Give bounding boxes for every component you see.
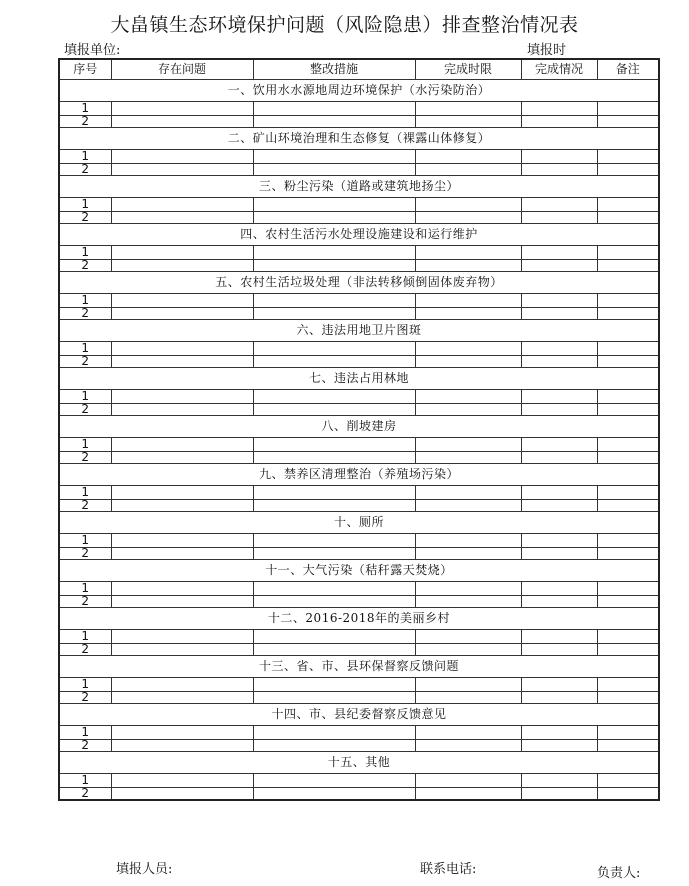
- measures-cell[interactable]: [253, 486, 415, 500]
- row-number: 1: [59, 102, 111, 116]
- issue-cell[interactable]: [111, 260, 253, 272]
- table-row: [59, 548, 659, 560]
- section-row: [59, 512, 659, 534]
- measures-cell[interactable]: [253, 438, 415, 452]
- measures-cell[interactable]: [253, 116, 415, 128]
- deadline-cell[interactable]: [415, 692, 521, 704]
- remarks-cell[interactable]: [597, 164, 659, 176]
- measures-cell[interactable]: [253, 404, 415, 416]
- measures-cell[interactable]: [253, 198, 415, 212]
- deadline-cell[interactable]: [415, 486, 521, 500]
- section-row: [59, 320, 659, 342]
- deadline-cell[interactable]: [415, 116, 521, 128]
- status-cell[interactable]: [521, 500, 597, 512]
- row-number: 1: [59, 390, 111, 404]
- phone-label: 联系电话:: [420, 862, 477, 877]
- row-number: 1: [59, 246, 111, 260]
- deadline-cell[interactable]: [415, 212, 521, 224]
- status-cell[interactable]: [521, 774, 597, 788]
- measures-cell[interactable]: [253, 260, 415, 272]
- column-header-issue: 存在问题: [111, 59, 253, 80]
- remarks-cell[interactable]: [597, 438, 659, 452]
- row-number: 1: [59, 774, 111, 788]
- row-number: 1: [59, 678, 111, 692]
- remarks-cell[interactable]: [597, 582, 659, 596]
- remarks-cell[interactable]: [597, 198, 659, 212]
- issue-cell[interactable]: [111, 150, 253, 164]
- deadline-cell[interactable]: [415, 740, 521, 752]
- measures-cell[interactable]: [253, 164, 415, 176]
- row-number: 1: [59, 726, 111, 740]
- remarks-cell[interactable]: [597, 342, 659, 356]
- remarks-cell[interactable]: [597, 740, 659, 752]
- remarks-cell[interactable]: [597, 452, 659, 464]
- table-row: [59, 438, 659, 452]
- table-row: [59, 102, 659, 116]
- issue-cell[interactable]: [111, 596, 253, 608]
- table-row: [59, 260, 659, 272]
- issue-cell[interactable]: [111, 212, 253, 224]
- measures-cell[interactable]: [253, 342, 415, 356]
- row-number: 2: [59, 500, 111, 512]
- deadline-cell[interactable]: [415, 198, 521, 212]
- deadline-cell[interactable]: [415, 726, 521, 740]
- section-row: [59, 224, 659, 246]
- issue-cell[interactable]: [111, 500, 253, 512]
- remarks-cell[interactable]: [597, 102, 659, 116]
- remarks-cell[interactable]: [597, 212, 659, 224]
- remarks-cell[interactable]: [597, 774, 659, 788]
- row-number: 2: [59, 596, 111, 608]
- form-title: 大畠镇生态环境保护问题（风险隐患）排查整治情况表: [110, 14, 579, 36]
- row-number: 2: [59, 356, 111, 368]
- inspection-table: [58, 58, 660, 801]
- deadline-cell[interactable]: [415, 246, 521, 260]
- deadline-cell[interactable]: [415, 164, 521, 176]
- table-row: [59, 582, 659, 596]
- measures-cell[interactable]: [253, 678, 415, 692]
- remarks-cell[interactable]: [597, 548, 659, 560]
- remarks-cell[interactable]: [597, 596, 659, 608]
- section-row: [59, 272, 659, 294]
- section-row: [59, 176, 659, 198]
- issue-cell[interactable]: [111, 294, 253, 308]
- status-cell[interactable]: [521, 150, 597, 164]
- table-row: [59, 356, 659, 368]
- issue-cell[interactable]: [111, 644, 253, 656]
- row-number: 2: [59, 308, 111, 320]
- deadline-cell[interactable]: [415, 356, 521, 368]
- issue-cell[interactable]: [111, 486, 253, 500]
- issue-cell[interactable]: [111, 246, 253, 260]
- issue-cell[interactable]: [111, 548, 253, 560]
- deadline-cell[interactable]: [415, 438, 521, 452]
- section-title: 九、禁养区清理整治（养殖场污染）: [59, 464, 659, 486]
- row-number: 1: [59, 486, 111, 500]
- remarks-cell[interactable]: [597, 726, 659, 740]
- status-cell[interactable]: [521, 438, 597, 452]
- table-row: [59, 630, 659, 644]
- remarks-cell[interactable]: [597, 404, 659, 416]
- remarks-cell[interactable]: [597, 260, 659, 272]
- deadline-cell[interactable]: [415, 452, 521, 464]
- issue-cell[interactable]: [111, 164, 253, 176]
- measures-cell[interactable]: [253, 630, 415, 644]
- row-number: 2: [59, 644, 111, 656]
- status-cell[interactable]: [521, 212, 597, 224]
- issue-cell[interactable]: [111, 404, 253, 416]
- section-title: 十四、市、县纪委督察反馈意见: [59, 704, 659, 726]
- row-number: 1: [59, 150, 111, 164]
- table-row: [59, 198, 659, 212]
- section-row: [59, 752, 659, 774]
- issue-cell[interactable]: [111, 582, 253, 596]
- table-row: [59, 390, 659, 404]
- deadline-cell[interactable]: [415, 390, 521, 404]
- measures-cell[interactable]: [253, 774, 415, 788]
- issue-cell[interactable]: [111, 788, 253, 801]
- deadline-cell[interactable]: [415, 404, 521, 416]
- row-number: 1: [59, 198, 111, 212]
- measures-cell[interactable]: [253, 692, 415, 704]
- deadline-cell[interactable]: [415, 644, 521, 656]
- table-row: [59, 342, 659, 356]
- issue-cell[interactable]: [111, 116, 253, 128]
- row-number: 2: [59, 788, 111, 801]
- measures-cell[interactable]: [253, 212, 415, 224]
- section-row: [59, 368, 659, 390]
- filler-label: 填报人员:: [116, 862, 173, 877]
- issue-cell[interactable]: [111, 726, 253, 740]
- section-title: 四、农村生活污水处理设施建设和运行维护: [59, 224, 659, 246]
- deadline-cell[interactable]: [415, 596, 521, 608]
- column-header-remarks: 备注: [597, 59, 659, 80]
- section-title: 十三、省、市、县环保督察反馈问题: [59, 656, 659, 678]
- remarks-cell[interactable]: [597, 308, 659, 320]
- table-row: [59, 246, 659, 260]
- measures-cell[interactable]: [253, 356, 415, 368]
- section-title: 八、削坡建房: [59, 416, 659, 438]
- section-row: [59, 80, 659, 102]
- status-cell[interactable]: [521, 644, 597, 656]
- status-cell[interactable]: [521, 390, 597, 404]
- status-cell[interactable]: [521, 294, 597, 308]
- issue-cell[interactable]: [111, 102, 253, 116]
- table-row: [59, 452, 659, 464]
- status-cell[interactable]: [521, 246, 597, 260]
- section-title: 七、违法占用林地: [59, 368, 659, 390]
- measures-cell[interactable]: [253, 294, 415, 308]
- measures-cell[interactable]: [253, 644, 415, 656]
- section-title: 六、违法用地卫片图斑: [59, 320, 659, 342]
- row-number: 2: [59, 740, 111, 752]
- remarks-cell[interactable]: [597, 246, 659, 260]
- remarks-cell[interactable]: [597, 294, 659, 308]
- remarks-cell[interactable]: [597, 534, 659, 548]
- section-row: [59, 416, 659, 438]
- table-row: [59, 726, 659, 740]
- section-row: [59, 608, 659, 630]
- issue-cell[interactable]: [111, 390, 253, 404]
- section-title: 十二、2016-2018年的美丽乡村: [59, 608, 659, 630]
- table-row: [59, 404, 659, 416]
- table-row: [59, 500, 659, 512]
- deadline-cell[interactable]: [415, 678, 521, 692]
- deadline-cell[interactable]: [415, 102, 521, 116]
- status-cell[interactable]: [521, 260, 597, 272]
- column-header-deadline: 完成时限: [415, 59, 521, 80]
- remarks-cell[interactable]: [597, 390, 659, 404]
- issue-cell[interactable]: [111, 678, 253, 692]
- issue-cell[interactable]: [111, 774, 253, 788]
- status-cell[interactable]: [521, 116, 597, 128]
- issue-cell[interactable]: [111, 534, 253, 548]
- section-title: 三、粉尘污染（道路或建筑地扬尘）: [59, 176, 659, 198]
- status-cell[interactable]: [521, 596, 597, 608]
- row-number: 1: [59, 342, 111, 356]
- row-number: 2: [59, 404, 111, 416]
- deadline-cell[interactable]: [415, 534, 521, 548]
- section-title: 十五、其他: [59, 752, 659, 774]
- measures-cell[interactable]: [253, 726, 415, 740]
- row-number: 1: [59, 534, 111, 548]
- measures-cell[interactable]: [253, 534, 415, 548]
- status-cell[interactable]: [521, 486, 597, 500]
- deadline-cell[interactable]: [415, 294, 521, 308]
- remarks-cell[interactable]: [597, 678, 659, 692]
- table-header-row: [59, 59, 659, 80]
- section-title: 五、农村生活垃圾处理（非法转移倾倒固体废弃物）: [59, 272, 659, 294]
- measures-cell[interactable]: [253, 548, 415, 560]
- status-cell[interactable]: [521, 404, 597, 416]
- measures-cell[interactable]: [253, 788, 415, 801]
- row-number: 2: [59, 260, 111, 272]
- status-cell[interactable]: [521, 102, 597, 116]
- table-row: [59, 788, 659, 801]
- issue-cell[interactable]: [111, 630, 253, 644]
- table-row: [59, 740, 659, 752]
- deadline-cell[interactable]: [415, 500, 521, 512]
- status-cell[interactable]: [521, 342, 597, 356]
- issue-cell[interactable]: [111, 452, 253, 464]
- measures-cell[interactable]: [253, 452, 415, 464]
- row-number: 2: [59, 548, 111, 560]
- table-row: [59, 486, 659, 500]
- table-body: [59, 80, 659, 801]
- issue-cell[interactable]: [111, 356, 253, 368]
- row-number: 2: [59, 116, 111, 128]
- status-cell[interactable]: [521, 582, 597, 596]
- table-row: [59, 534, 659, 548]
- row-number: 2: [59, 692, 111, 704]
- table-row: [59, 692, 659, 704]
- section-title: 一、饮用水水源地周边环境保护（水污染防治）: [59, 80, 659, 102]
- remarks-cell[interactable]: [597, 500, 659, 512]
- measures-cell[interactable]: [253, 582, 415, 596]
- status-cell[interactable]: [521, 308, 597, 320]
- measures-cell[interactable]: [253, 500, 415, 512]
- status-cell[interactable]: [521, 630, 597, 644]
- table-row: [59, 596, 659, 608]
- row-number: 2: [59, 212, 111, 224]
- issue-cell[interactable]: [111, 692, 253, 704]
- status-cell[interactable]: [521, 534, 597, 548]
- table-row: [59, 116, 659, 128]
- leader-label: 负责人:: [597, 866, 641, 881]
- reporting-date-label: 填报时: [527, 43, 567, 58]
- column-header-index: 序号: [59, 59, 111, 80]
- section-title: 十、厕所: [59, 512, 659, 534]
- status-cell[interactable]: [521, 452, 597, 464]
- measures-cell[interactable]: [253, 596, 415, 608]
- table-row: [59, 774, 659, 788]
- measures-cell[interactable]: [253, 308, 415, 320]
- row-number: 1: [59, 582, 111, 596]
- section-row: [59, 704, 659, 726]
- measures-cell[interactable]: [253, 390, 415, 404]
- remarks-cell[interactable]: [597, 116, 659, 128]
- section-row: [59, 560, 659, 582]
- issue-cell[interactable]: [111, 198, 253, 212]
- deadline-cell[interactable]: [415, 308, 521, 320]
- table-row: [59, 212, 659, 224]
- section-row: [59, 656, 659, 678]
- table-row: [59, 308, 659, 320]
- deadline-cell[interactable]: [415, 548, 521, 560]
- row-number: 1: [59, 294, 111, 308]
- measures-cell[interactable]: [253, 740, 415, 752]
- table-row: [59, 150, 659, 164]
- reporting-unit-label: 填报单位:: [64, 43, 121, 58]
- remarks-cell[interactable]: [597, 644, 659, 656]
- deadline-cell[interactable]: [415, 342, 521, 356]
- status-cell[interactable]: [521, 788, 597, 801]
- remarks-cell[interactable]: [597, 486, 659, 500]
- column-header-measures: 整改措施: [253, 59, 415, 80]
- status-cell[interactable]: [521, 692, 597, 704]
- row-number: 1: [59, 438, 111, 452]
- table-row: [59, 678, 659, 692]
- remarks-cell[interactable]: [597, 630, 659, 644]
- status-cell[interactable]: [521, 164, 597, 176]
- table-row: [59, 644, 659, 656]
- column-header-status: 完成情况: [521, 59, 597, 80]
- row-number: 2: [59, 164, 111, 176]
- section-row: [59, 464, 659, 486]
- measures-cell[interactable]: [253, 150, 415, 164]
- remarks-cell[interactable]: [597, 356, 659, 368]
- remarks-cell[interactable]: [597, 788, 659, 801]
- issue-cell[interactable]: [111, 740, 253, 752]
- issue-cell[interactable]: [111, 308, 253, 320]
- issue-cell[interactable]: [111, 342, 253, 356]
- section-row: [59, 128, 659, 150]
- deadline-cell[interactable]: [415, 630, 521, 644]
- status-cell[interactable]: [521, 356, 597, 368]
- deadline-cell[interactable]: [415, 260, 521, 272]
- status-cell[interactable]: [521, 726, 597, 740]
- row-number: 2: [59, 452, 111, 464]
- deadline-cell[interactable]: [415, 774, 521, 788]
- issue-cell[interactable]: [111, 438, 253, 452]
- table-row: [59, 164, 659, 176]
- deadline-cell[interactable]: [415, 582, 521, 596]
- deadline-cell[interactable]: [415, 150, 521, 164]
- measures-cell[interactable]: [253, 102, 415, 116]
- row-number: 1: [59, 630, 111, 644]
- status-cell[interactable]: [521, 740, 597, 752]
- section-title: 二、矿山环境治理和生态修复（裸露山体修复）: [59, 128, 659, 150]
- status-cell[interactable]: [521, 678, 597, 692]
- measures-cell[interactable]: [253, 246, 415, 260]
- remarks-cell[interactable]: [597, 150, 659, 164]
- remarks-cell[interactable]: [597, 692, 659, 704]
- status-cell[interactable]: [521, 548, 597, 560]
- deadline-cell[interactable]: [415, 788, 521, 801]
- table-row: [59, 294, 659, 308]
- status-cell[interactable]: [521, 198, 597, 212]
- section-title: 十一、大气污染（秸秆露天焚烧）: [59, 560, 659, 582]
